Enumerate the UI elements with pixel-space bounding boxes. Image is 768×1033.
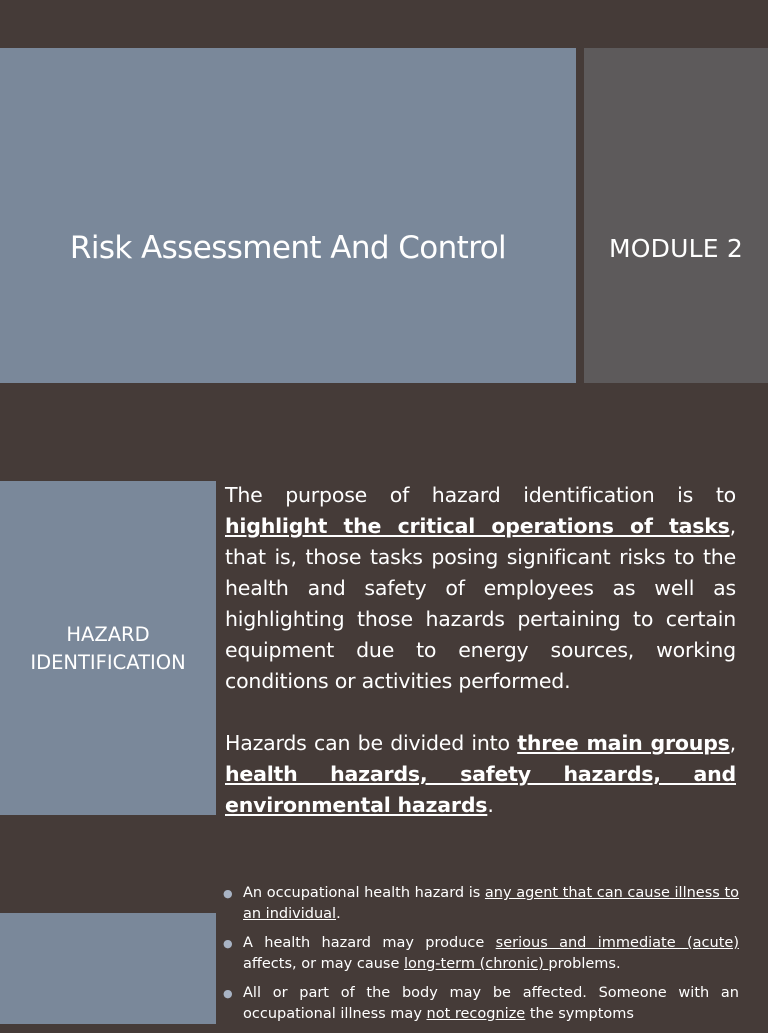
purpose-emphasis: highlight the critical operations of tasks <box>225 514 730 538</box>
groups-emphasis: three main groups <box>517 731 730 755</box>
purpose-text-c: , that is, those tasks posing significant risks to the health and safety of employees as well as highlighting those hazards pertaining to certain equipment due to energy sources, working conditions or activities performed. <box>225 514 736 693</box>
purpose-text-a: The purpose of hazard identification is to <box>225 483 736 507</box>
slide-title: Risk Assessment And Control <box>69 230 507 266</box>
hazard-identification-panel <box>0 481 216 815</box>
heading-line-1: HAZARD <box>66 623 150 646</box>
purpose-paragraph <box>225 480 736 697</box>
groups-paragraph <box>225 728 736 821</box>
bullet-dot-icon: ● <box>223 987 233 1000</box>
module-label: MODULE 2 <box>609 234 743 263</box>
title-panel <box>0 48 576 383</box>
bottom-left-panel <box>0 913 216 1024</box>
heading-line-2: IDENTIFICATION <box>30 651 186 674</box>
hazard-identification-text <box>225 480 736 821</box>
bullet-item: ● A health hazard may produce serious and immediate (acute) affects, or may cause long-term (chronic) problems. <box>223 935 739 972</box>
module-panel <box>584 48 768 383</box>
groups-text-e: . <box>487 793 494 817</box>
groups-list-emphasis: health hazards, safety hazards, and environmental hazards <box>225 762 736 817</box>
bullet-dot-icon: ● <box>223 937 233 950</box>
bullet-item: ● An occupational health hazard is any agent that can cause illness to an individual. <box>223 885 740 922</box>
health-hazard-bullets <box>222 883 739 1033</box>
groups-text-c: , <box>729 731 736 755</box>
groups-text-a: Hazards can be divided into <box>225 731 518 755</box>
bullet-dot-icon: ● <box>223 887 233 900</box>
bullet-item: ● All or part of the body may be affected. Someone with an occupational illness may not recognize the symptoms <box>223 985 739 1022</box>
hazard-identification-heading <box>0 621 216 677</box>
